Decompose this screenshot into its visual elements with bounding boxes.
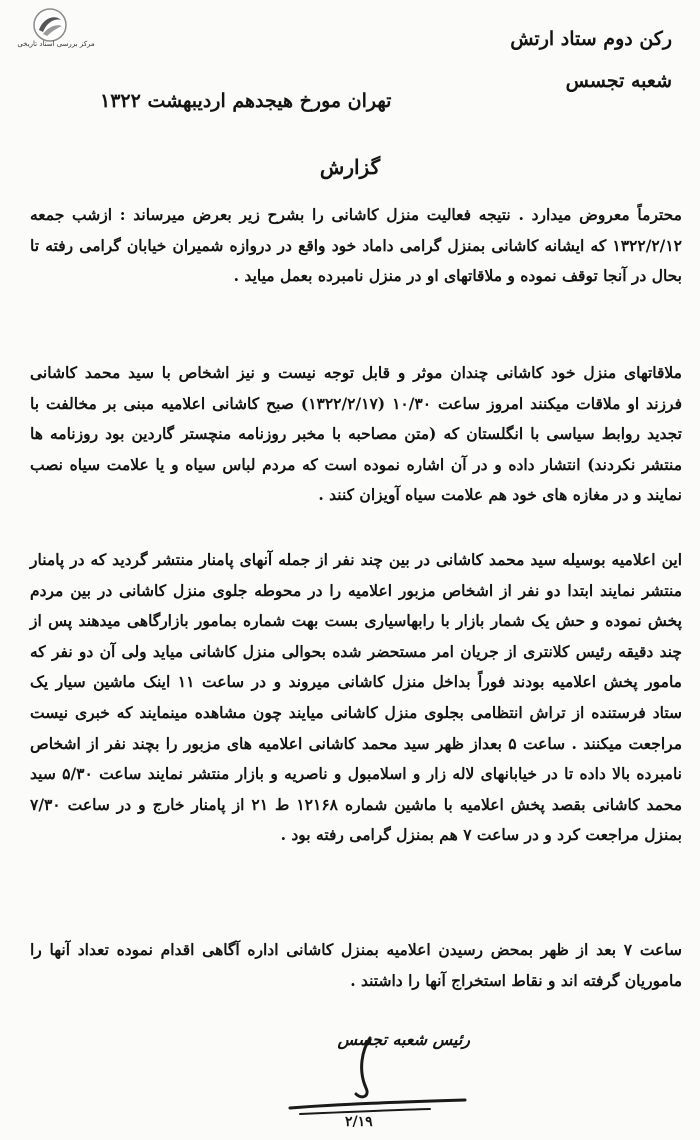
archive-emblem-icon [33, 8, 67, 42]
signature-title: رئیس شعبه تجسس [337, 1030, 470, 1049]
archive-caption: مرکز بررسی اسناد تاریخی [17, 40, 95, 48]
report-paragraph-1 [30, 200, 682, 292]
header-date: تهران مورخ هیجدهم اردیبهشت ۱۳۲۲ [100, 90, 392, 112]
paragraph-text: ملاقاتهای منزل خود کاشانی چندان موثر و قابل توجه نیست و نیز اشخاص با سید محمد کاشانی فرزند او ملاقات میکنند امروز ساعت ۱۰/۳۰ (۱۳۲۲/۲/۱۷) صبح کاشانی اعلامیه مبنی بر مخالفت با تجدید روابط سیاسی با انگلستان که (متن مصاحبه با مخبر روزنامه منچستر گاردین بود روزنامه ها منتشر نکردند) انتشار داده و در آن اشاره نموده است که مردم لباس سیاه و یا علامت سیاه نصب نمایند و در مغازه های خود هم علامت سیاه آویزان کنند . [30, 363, 682, 505]
signature-date: ۲/۱۹ [345, 1114, 373, 1130]
archive-logo [6, 6, 106, 56]
paragraph-text: ساعت ۷ بعد از ظهر بمحض رسیدن اعلامیه بمنزل کاشانی اداره آگاهی اقدام نموده تعداد آنها را ماموریان گرفته اند و نقاط استخراج آنها را داشتند . [30, 940, 682, 990]
paragraph-text: محترماً معروض میدارد . نتیجه فعالیت منزل کاشانی را بشرح زیر بعرض میرساند : ازشب جمعه ۱۳۲۲/۲/۱۲ که ایشانه کاشانی بمنزل گرامی داماد خود واقع در دروازه شمیران خیابان گرامی رفته تا بحال در آنجا توقف نموده و ملاقاتهای او در منزل نامبرده بعمل میاید . [30, 205, 682, 286]
document-title: گزارش [319, 155, 381, 179]
header-department: رکن دوم ستاد ارتش [510, 28, 672, 50]
header-section: شعبه تجسس [565, 70, 672, 92]
report-paragraph-3 [30, 545, 682, 851]
paragraph-text: این اعلامیه بوسیله سید محمد کاشانی در بین چند نفر از جمله آنهای پامنار منتشر گردید که در پامنار منتشر نمایند ابتدا دو نفر از اشخاص مزبور اعلامیه را در محوطه جلوی منزل کاشانی در بین مردم پخش نموده و حش یک شمار بازار با رابهاسیاری بست بهت شماره بمامور بازارگاهی میدهند پس از چند دقیقه رئیس کلانتری از جریان امر مستحضر شده بحوالی منزل کاشانی میاید ولی آن دو نفر که مامور پخش اعلامیه بودند فوراً بداخل منزل کاشانی میروند و در ساعت ۱۱ اینک ماشین سیار یک ستاد فرستنده از تراش انتظامی بجلوی منزل کاشانی میایند چون مشاهده مینمایند که خبری نیست مراجعت میکنند . ساعت ۵ بعداز ظهر سید محمد کاشانی اعلامیه های مزبور را بچند نفر از اشخاص نامبرده بالا داده تا در خیابانهای لاله زار و اسلامبول و ناصریه و بازار منتشر نمایند ساعت ۵/۳۰ سید محمد کاشانی بقصد پخش اعلامیه با ماشین شماره ۱۲۱۶۸ ط ۲۱ از پامنار خارج و در ساعت ۷/۳۰ بمنزل مراجعت کرد و در ساعت ۷ هم بمنزل گرامی رفته بود . [30, 550, 682, 845]
report-paragraph-4 [30, 935, 682, 996]
report-paragraph-2 [30, 358, 682, 511]
signature-block [250, 1030, 470, 1130]
